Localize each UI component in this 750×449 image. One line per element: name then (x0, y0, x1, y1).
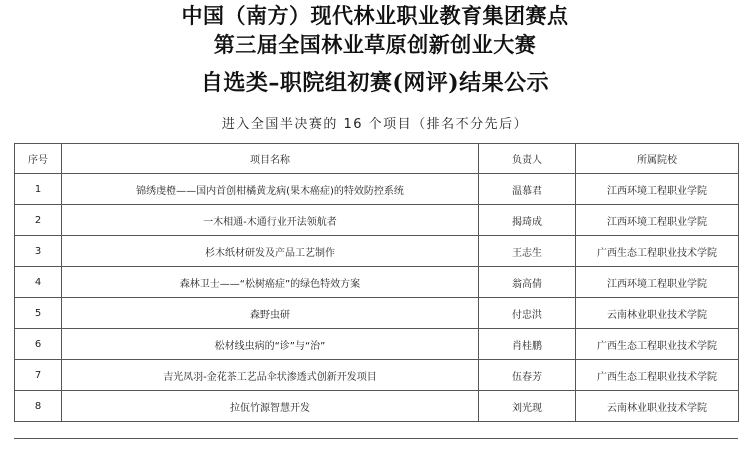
cell-project: 杉木纸材研发及产品工艺制作 (62, 236, 479, 267)
document-title-line-3: 自选类–职院组初赛(网评)结果公示 (200, 70, 550, 96)
table-bottom-rule (14, 438, 738, 439)
cell-number: 8 (15, 391, 62, 422)
cell-school: 江西环境工程职业学院 (576, 174, 739, 205)
table-row (15, 360, 739, 391)
column-header-project: 项目名称 (62, 144, 479, 174)
table-header-row (15, 144, 739, 174)
cell-number: 4 (15, 267, 62, 298)
cell-leader: 翁高倩 (479, 267, 576, 298)
cell-leader: 王志生 (479, 236, 576, 267)
document-title-line-1: 中国（南方）现代林业职业教育集团赛点 (181, 3, 569, 28)
cell-school: 广西生态工程职业技术学院 (576, 329, 739, 360)
cell-school: 云南林业职业技术学院 (576, 391, 739, 422)
cell-project: 拉佤竹源智慧开发 (62, 391, 479, 422)
cell-leader: 刘光现 (479, 391, 576, 422)
cell-leader: 付忠洪 (479, 298, 576, 329)
cell-number: 1 (15, 174, 62, 205)
table-row (15, 236, 739, 267)
document-title-line-2: 第三届全国林业草原创新创业大赛 (213, 32, 537, 57)
cell-school: 广西生态工程职业技术学院 (576, 360, 739, 391)
cell-project: 森野虫研 (62, 298, 479, 329)
column-header-school: 所属院校 (576, 144, 739, 174)
cell-leader: 温慕君 (479, 174, 576, 205)
cell-number: 7 (15, 360, 62, 391)
cell-leader: 肖桂鹏 (479, 329, 576, 360)
cell-project: 森林卫士——“松树癌症”的绿色特效方案 (62, 267, 479, 298)
table-row (15, 267, 739, 298)
table-row (15, 391, 739, 422)
table-caption: 进入全国半决赛的 16 个项目（排名不分先后） (221, 117, 529, 132)
cell-number: 6 (15, 329, 62, 360)
cell-school: 云南林业职业技术学院 (576, 298, 739, 329)
cell-project: 一木相通-木通行业开法领航者 (62, 205, 479, 236)
cell-project: 锦绣虔橙——国内首创柑橘黄龙病(果木癌症)的特效防控系统 (62, 174, 479, 205)
results-table (14, 143, 739, 422)
cell-school: 江西环境工程职业学院 (576, 205, 739, 236)
cell-school: 广西生态工程职业技术学院 (576, 236, 739, 267)
cell-leader: 伍春芳 (479, 360, 576, 391)
cell-school: 江西环境工程职业学院 (576, 267, 739, 298)
cell-leader: 揭琦成 (479, 205, 576, 236)
column-header-leader: 负责人 (479, 144, 576, 174)
table-row (15, 174, 739, 205)
table-row (15, 329, 739, 360)
cell-project: 松材线虫病的“诊”与“治” (62, 329, 479, 360)
column-header-number: 序号 (15, 144, 62, 174)
cell-project: 吉光凤羽-金花茶工艺品伞状渗透式创新开发项目 (62, 360, 479, 391)
cell-number: 5 (15, 298, 62, 329)
table-row (15, 298, 739, 329)
table-row (15, 205, 739, 236)
cell-number: 2 (15, 205, 62, 236)
cell-number: 3 (15, 236, 62, 267)
